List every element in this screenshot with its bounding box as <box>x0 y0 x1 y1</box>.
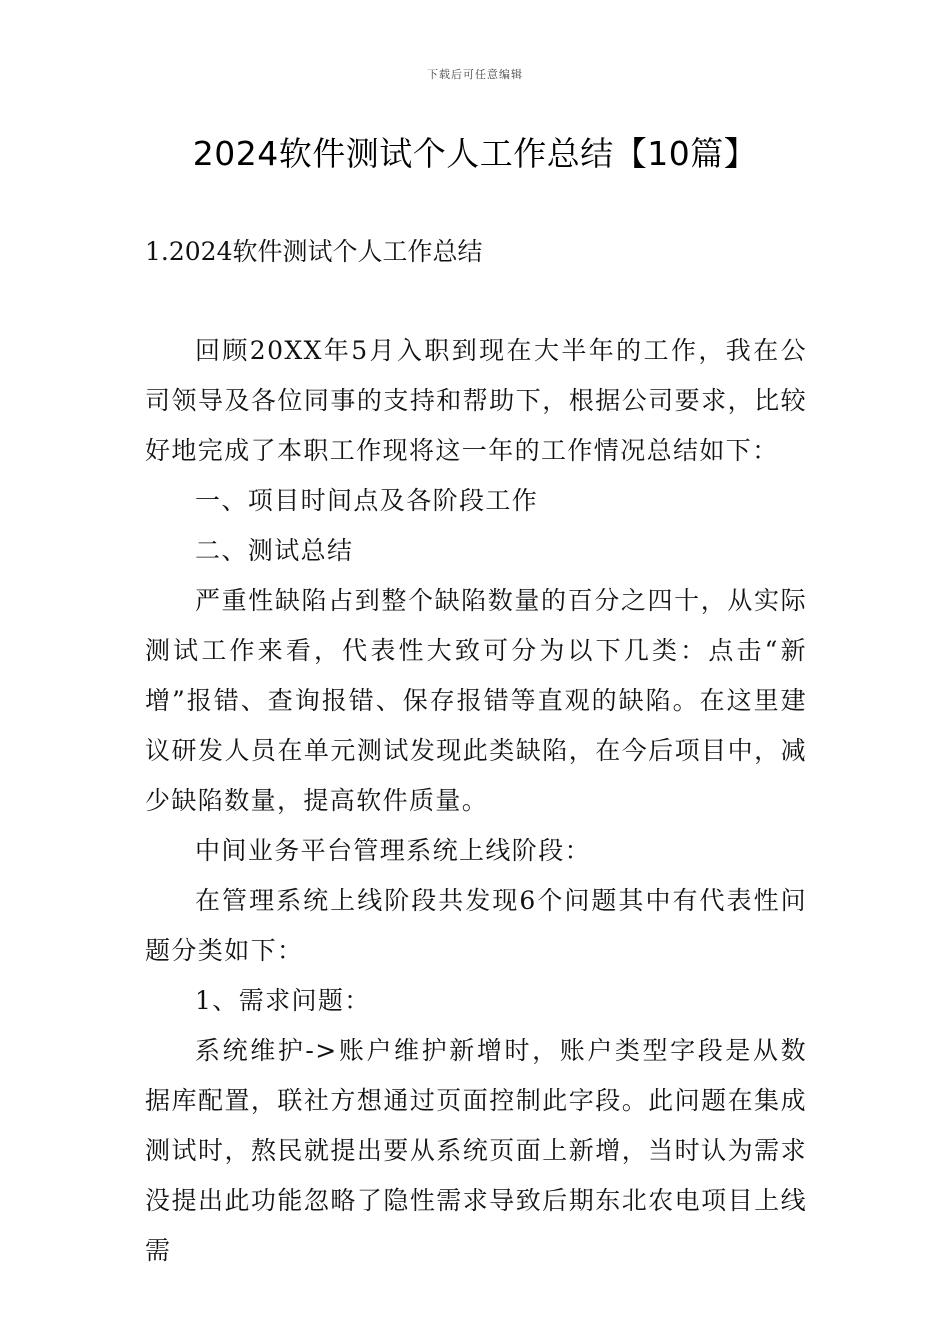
paragraph-defects: 严重性缺陷占到整个缺陷数量的百分之四十，从实际测试工作来看，代表性大致可分为以下几类：点击“新增”报错、查询报错、保存报错等直观的缺陷。在这里建议研发人员在单元测试发现此类缺陷，在今后项目中，减少缺陷数量，提高软件质量。 <box>145 586 807 815</box>
section-heading: 1.2024软件测试个人工作总结 <box>145 237 483 266</box>
paragraph-account-maintenance: 系统维护->账户维护新增时，账户类型字段是从数据库配置，联社方想通过页面控制此字段。此问题在集成测试时，熬民就提出要从系统页面上新增，当时认为需求没提出此功能忽略了隐性需求导致后期东北农电项目上线需 <box>145 1036 807 1265</box>
paragraph-item-two: 二、测试总结 <box>195 536 354 565</box>
document-body <box>145 326 807 1276</box>
document-title: 2024软件测试个人工作总结【10篇】 <box>192 134 758 173</box>
paragraph-intro: 回顾20XX年5月入职到现在大半年的工作，我在公司领导及各位同事的支持和帮助下，根据公司要求，比较好地完成了本职工作现将这一年的工作情况总结如下： <box>145 336 807 465</box>
paragraph-issues-found: 在管理系统上线阶段共发现6个问题其中有代表性问题分类如下： <box>145 886 807 965</box>
paragraph-requirement-issue: 1、需求问题： <box>195 986 371 1015</box>
paragraph-item-one: 一、项目时间点及各阶段工作 <box>195 486 539 515</box>
page-header-note: 下载后可任意编辑 <box>427 68 523 81</box>
paragraph-launch-stage: 中间业务平台管理系统上线阶段： <box>195 836 592 865</box>
